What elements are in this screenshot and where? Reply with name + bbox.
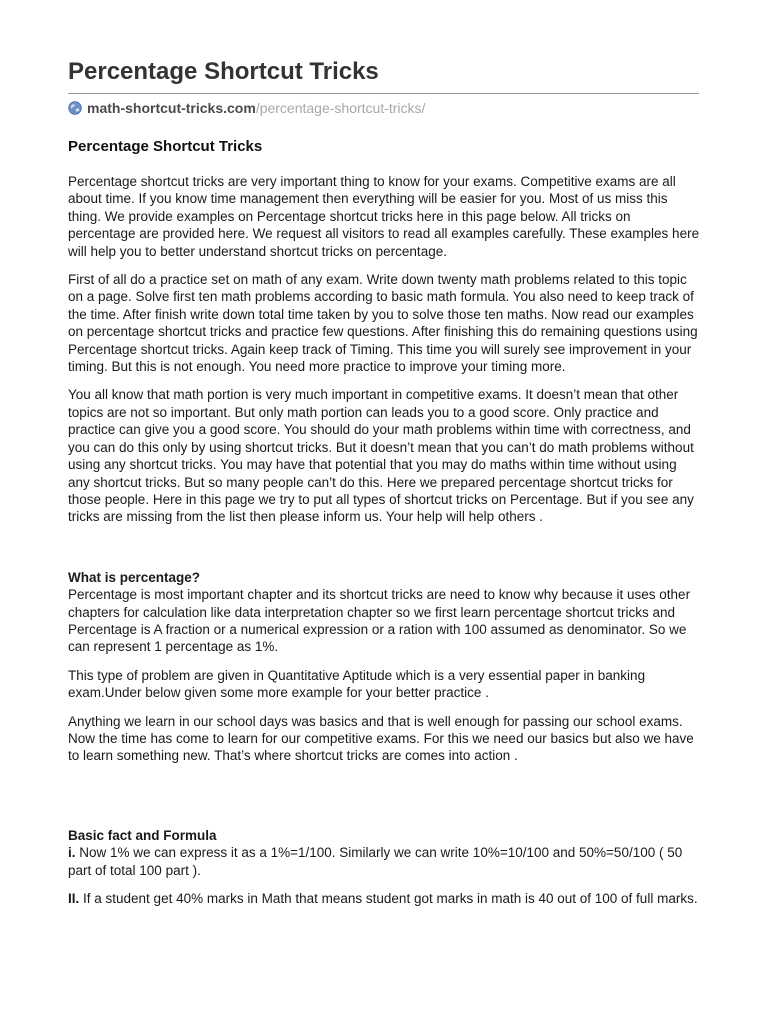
what-is-paragraph: Percentage is most important chapter and its shortcut tricks are need to know why because it uses other chapters for calculation like data interpretation chapter so we first learn percentage shortcut tricks and Percentage is A fraction or a numerical expression or a ration with 100 assumed as denominator. So we can represent 1 percentage as 1%. [68,587,691,655]
what-is-section [68,569,700,656]
globe-icon [68,101,82,115]
section-title: Percentage Shortcut Tricks [68,138,263,155]
intro-paragraph-2: First of all do a practice set on math of any exam. Write down twenty math problems related to this topic on a page. Solve first ten math problems according to basic math formula. You also need to keep track of the time. After finish write down total time taken by you to solve those ten maths. Now read our examples on percentage shortcut tricks and practice few questions. After finishing this do remaining questions using Percentage shortcut tricks. Again keep track of Timing. This time you will surely see improvement in your timing. But this is not enough. You need more practice to improve your timing more. [68,272,698,375]
basic-fact-item-1 [68,844,700,879]
source-domain-link[interactable]: math-shortcut-tricks.com [87,100,256,116]
what-is-heading: What is percentage? [68,569,201,585]
title-divider [68,93,699,94]
item-2-label: II. [68,891,80,906]
basics-paragraph: Anything we learn in our school days was basics and that is well enough for passing our school exams. Now the time has come to learn for our competitive exams. For this we need our basics but also we have to learn something new. That’s where shortcut tricks are comes into action . [68,713,694,764]
item-1-text: Now 1% we can express it as a 1%=1/100. Similarly we can write 10%=10/100 and 50%=50/100 ( 50 part of total 100 part ). [68,845,683,878]
source-path-link[interactable]: /percentage-shortcut-tricks/ [255,100,426,116]
basic-facts-section [68,827,700,908]
item-2-text: If a student get 40% marks in Math that means student got marks in math is 40 out of 100 of full marks. [79,891,698,906]
basic-facts-heading: Basic fact and Formula [68,827,217,843]
item-1-label: i. [68,845,76,861]
intro-paragraph-1: Percentage shortcut tricks are very important thing to know for your exams. Competitive exams are all about time. If you know time management then everything will be easier for you. Most of us miss this thing. We provide examples on Percentage shortcut tricks here in this page below. All tricks on percentage are provided here. We request all visitors to read all examples carefully. These examples here will help you to better understand shortcut tricks on percentage. [68,174,700,259]
intro-paragraph-3: You all know that math portion is very much important in competitive exams. It doesn’t mean that other topics are not so important. But only math portion can leads you to a good score. Only practice and practice can give you a good score. You should do your math problems within time with correctness, and you can do this only by using shortcut tricks. But it doesn’t mean that you can’t do math problems without using any shortcut tricks. You may have that potential that you may do maths within time without using any shortcut tricks. But so many people can’t do this. Here we prepared percentage shortcut tricks for those people. Here in this page we try to put all types of shortcut tricks on Percentage. But if you see any tricks are missing from the list then please inform us. Your help will help others . [68,387,694,525]
document-title: Percentage Shortcut Tricks [68,58,379,85]
basic-fact-item-2 [68,890,700,907]
source-line [68,99,700,117]
aptitude-paragraph: This type of problem are given in Quantitative Aptitude which is a very essential paper in banking exam.Under below given some more example for your better practice . [68,667,646,701]
